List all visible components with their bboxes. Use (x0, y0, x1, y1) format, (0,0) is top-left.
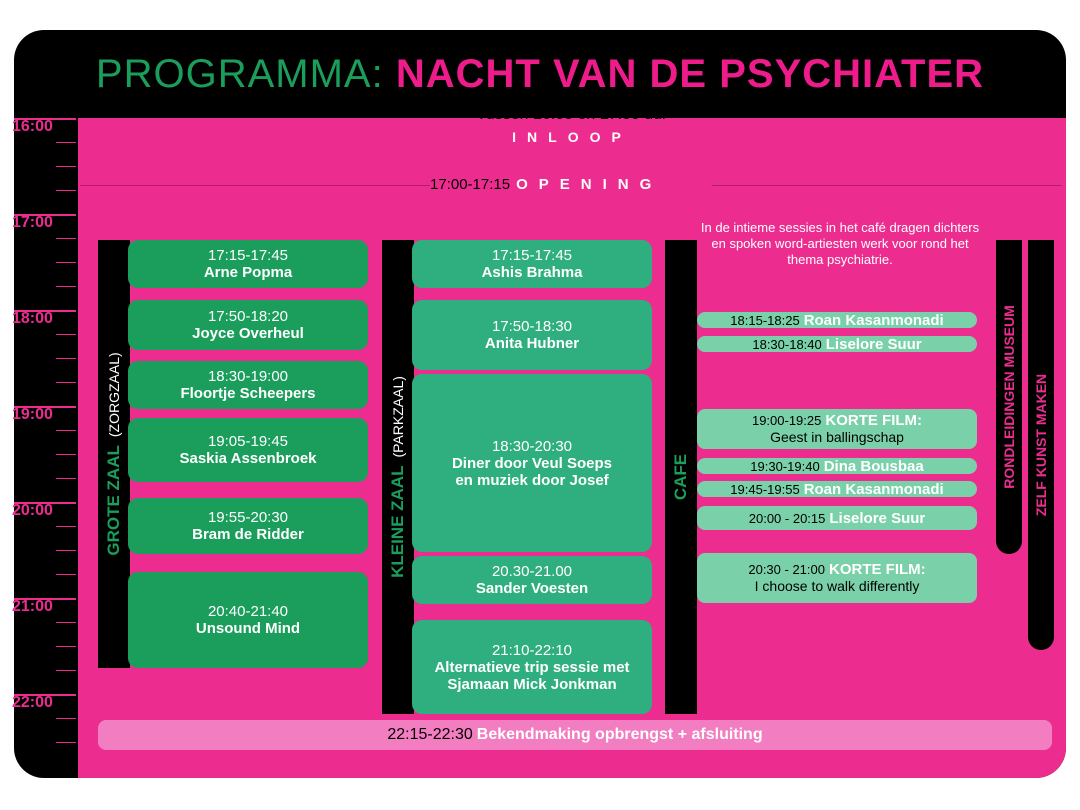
cafe-item[interactable]: 19:00-19:25 KORTE FILM: Geest in ballingschap (697, 409, 977, 449)
session-name: Alternatieve trip sessie met (434, 658, 630, 676)
hour-label: 18:00 (12, 310, 53, 327)
hour-label: 20:00 (12, 502, 53, 519)
hour-label: 17:00 (12, 214, 53, 231)
museum-tour-label: RONDLEIDINGEN MUSEUM (1001, 305, 1017, 489)
session-name: Bram de Ridder (192, 526, 304, 543)
session-block[interactable] (412, 556, 652, 604)
session-block[interactable] (128, 498, 368, 554)
session-time: 18:30-19:00 (207, 368, 289, 385)
title-prefix: PROGRAMMA: (95, 52, 384, 96)
cafe-label: CAFE (671, 453, 690, 501)
session-block[interactable] (412, 620, 652, 714)
opening-divider (712, 185, 1062, 186)
cafe-item[interactable]: 20:30 - 21:00 KORTE FILM: I choose to walk differently (697, 553, 977, 603)
session-name: Diner door Veul Soeps (451, 454, 613, 472)
kleine-zaal-bar (382, 240, 414, 714)
art-making-label: ZELF KUNST MAKEN (1033, 373, 1049, 517)
title-main: NACHT VAN DE PSYCHIATER (395, 52, 985, 96)
cafe-item[interactable]: 18:15-18:25 Roan Kasanmonadi (697, 312, 977, 328)
session-block[interactable] (128, 361, 368, 409)
grote-zaal-bar (98, 240, 130, 668)
session-name: en muziek door Josef (455, 471, 609, 489)
kleine-zaal-label: KLEINE ZAAL(PARKZAAL) (388, 376, 407, 578)
session-name: Sander Voesten (475, 580, 589, 597)
hour-label: 21:00 (12, 598, 53, 615)
session-block[interactable] (128, 240, 368, 288)
session-name: Sjamaan Mick Jonkman (447, 675, 617, 693)
cafe-item[interactable]: 18:30-18:40 Liselore Suur (697, 336, 977, 352)
cafe-intro: In de intieme sessies in het café dragen dichters en spoken word-artiesten werk voor rond het thema psychiatrie. (700, 220, 980, 267)
session-time: 17:50-18:30 (491, 318, 573, 335)
session-name: Anita Hubner (484, 335, 580, 352)
session-time: 21:10-22:10 (491, 641, 573, 659)
session-time: 20.30-21.00 (491, 563, 573, 580)
session-time: 17:15-17:45 (207, 247, 289, 264)
session-time: 19:55-20:30 (207, 509, 289, 526)
session-time: 18:30-20:30 (491, 437, 573, 455)
opening-divider (80, 185, 430, 186)
hour-label: 16:00 (12, 118, 53, 135)
cafe-bar (665, 240, 697, 714)
session-name: Floortje Scheepers (180, 385, 316, 402)
cafe-item[interactable]: 19:45-19:55 Roan Kasanmonadi (697, 481, 977, 497)
session-name: Joyce Overheul (192, 325, 304, 342)
art-making-bar[interactable] (1028, 240, 1054, 650)
inloop-label: INLOOP (512, 129, 632, 145)
closing-block[interactable] (98, 720, 1052, 750)
opening-label: OPENING (516, 176, 663, 193)
hour-label: 22:00 (12, 694, 53, 711)
session-time: 20:40-21:40 (207, 603, 289, 620)
inloop-time: Tussen 16:00 en 17:00 uur (476, 106, 668, 123)
session-time: 17:50-18:20 (207, 308, 289, 325)
session-block[interactable] (412, 240, 652, 288)
closing-label: Bekendmaking opbrengst + afsluiting (476, 726, 763, 743)
session-name: Arne Popma (203, 264, 293, 281)
page-title (14, 52, 1066, 97)
session-time: 17:15-17:45 (491, 247, 573, 264)
session-name: Unsound Mind (195, 620, 301, 637)
opening-time: 17:00-17:15 (430, 176, 511, 193)
cafe-item[interactable]: 20:00 - 20:15 Liselore Suur (697, 506, 977, 530)
museum-tour-bar[interactable] (996, 240, 1022, 554)
session-block[interactable] (412, 374, 652, 552)
session-time: 19:05-19:45 (207, 433, 289, 450)
session-block[interactable] (128, 572, 368, 668)
closing-time: 22:15-22:30 (387, 726, 473, 743)
session-block[interactable] (128, 418, 368, 482)
cafe-item[interactable]: 19:30-19:40 Dina Bousbaa (697, 458, 977, 474)
session-block[interactable] (128, 300, 368, 350)
hour-label: 19:00 (12, 406, 53, 423)
session-block[interactable] (412, 300, 652, 370)
session-name: Saskia Assenbroek (179, 450, 317, 467)
session-name: Ashis Brahma (481, 264, 583, 281)
grote-zaal-label: GROTE ZAAL(ZORGZAAL) (104, 352, 123, 556)
opening (430, 176, 662, 193)
